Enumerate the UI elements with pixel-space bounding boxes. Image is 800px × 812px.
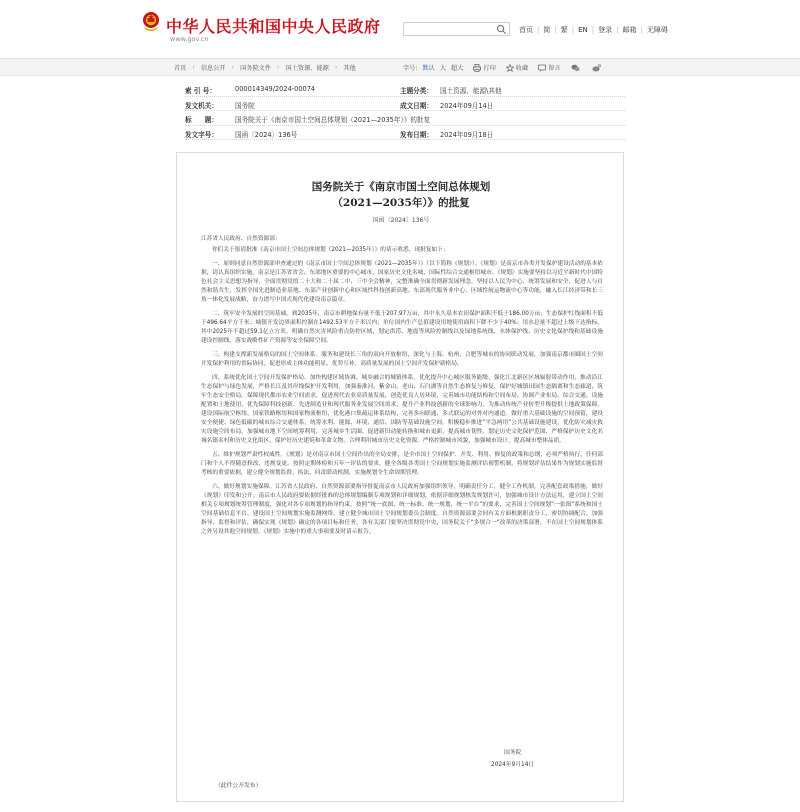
star-icon [506, 64, 514, 72]
document-number: 国函〔2024〕136号 [372, 217, 430, 224]
wechat-icon [571, 64, 580, 72]
breadcrumb-other[interactable]: 其他 [343, 65, 356, 72]
index-no-value: 000014349/2024-00074 [235, 85, 316, 93]
salutation: 江苏省人民政府、自然资源部： [201, 236, 281, 242]
doc-number-label: 发文字号： [185, 130, 218, 139]
paragraph: 一、原则同意自然资源部审查通过的《南京市国土空间总体规划（2021—2035年）》（以下简称《规划》）。《规划》是南京市各类开发保护建设活动的基本依据，请认真组织实施。南京是江苏省省会、东部地区重要的中心城市，国家历史文化名城、国际性综合交通枢纽城市。《规划》实施要坚持以习近平新时代中国特色社会主义思想为指导，全面贯彻党的二十大和二十届二中、三中全会精神，完整准确全面贯彻新发展理念，坚持以人民为中心，统筹发展和安全，促进人与自然和谐共生，发挥全国先进制造业基地、东部产业创新中心和区域性科技创新高地、东部现代服务业中心、区域性航运物流中心等功能，融入长江经济带和长三角一体化发展战略，奋力谱写中国式现代化建设南京篇章。 [201, 260, 603, 304]
sign-date: 2024年9月14日 [491, 762, 535, 768]
wechat-share-button[interactable] [571, 64, 582, 72]
paragraph: 六、做好规划实施保障。江苏省人民政府、自然资源部要指导督促南京市人民政府加强组织领导，明确责任分工，健全工作机制，完善配套政策措施，做好《规划》印发和公开。南京市人民政府要依据经批准的总体规划编制专项规划和详细规划，依据详细规划核发规划许可，加强城市设计方法运用，建立国土空间相关专项规划统筹管理制度，强化对各专项规划的指导约束，按照“统一底图、统一标准、统一规划、统一平台”的要求，完善国土空间规划“一张图”系统和国土空间基础信息平台，建设国土空间规划实施监测网络，建立健全城市国土空间规划委员会制度。自然资源部要会同有关方面根据职责分工，密切协调配合，加强指导、监督和评估，确保实现《规划》确定的各项目标和任务，各有关部门要坚决贯彻党中央、国务院关于“多规合一”改革的决策部署，不在国土空间规划体系之外另设其他空间规划。《规划》实施中的重大事项要及时请示报告。 [201, 483, 603, 536]
topic-value: 国土资源、能源\其他 [440, 87, 502, 95]
breadcrumb-land-energy[interactable]: 国土资源、能源 [285, 65, 329, 72]
font-size-default[interactable]: 默认 [422, 65, 435, 72]
search-icon[interactable] [496, 24, 507, 35]
paragraph: 三、构建支撑新发展格局的国土空间体系。服务和建设长三角的双向开放枢纽，深化与上海、杭州、合肥等城市的协同联动发展，加强南京都市圈国土空间开发保护利用的省际协同，促进形成主体功能明显、优势互补、高质量发展的国土空间开发保护新格局。 [201, 351, 603, 367]
site-url: www.gov.cn [170, 35, 209, 43]
nav-divider: | [537, 26, 540, 34]
breadcrumb-info-disclosure[interactable]: 信息公开 [200, 65, 226, 72]
nav-english[interactable]: EN [578, 26, 588, 34]
paragraph: 四、系统优化国土空间开发保护格局。加快构建区域协调、城乡融合的城镇体系，优化提升中心城区服务能级，强化江北新区区域辐射带动作用，推动沿江生态保护与绿色发展，严格长江及其岸线保护开发利用，加强秦淮河、紫金山、老山、石臼湖等自然生态修复与修复，保护好城镇田园生态隔离和生态廊道，筑牢生态安全格局。保障现代都市农业空间需求，促进现代农业高质量发展，创造优良人居环境，完善城市功能结构和空间布局，协调产业布局、综合交通、设施配置和土地使用，优先保障科技创新、先进制造业和现代服务业发展空间需求，提升产业科技创新的全球影响力，为推动传统产业转型升级提供土地政策保障，建设国际航空枢纽、国家铁路枢纽和国家物流枢纽，优化港口集疏运体系结构，完善多向联通、多式联运的对外对内通道。做好重大基础设施的空间预留，建设安全便捷、绿色低碳的城市综合交通体系，统筹水利、能源、环境、通信、国防等基础设施空间，积极稳步推进“平急两用”公共基础设施建设，优化防灾减灾救灾设施空间布局，加强城市地下空间统筹利用，完善城乡生活圈。促进新旧动能转换和城市更新，提高城市韧性。划定历史文化保护范围，严格保护历史文化名城名镇名村和历史文化街区，保护好历史建筑和革命文物，合理利用城市历史文化资源，严格控制城市风貌，加强城市设计，提高城市整体品质。 [201, 374, 603, 445]
nav-divider: | [591, 26, 595, 34]
nav-divider: | [571, 26, 575, 34]
meta-row [185, 82, 625, 97]
meta-row [185, 97, 625, 112]
print-icon [473, 64, 481, 72]
meta-row [185, 126, 625, 141]
document-title-line-1: 国务院关于《南京市国土空间总体规划 [311, 181, 491, 193]
doc-title-label: 标 题： [185, 116, 218, 124]
nav-login[interactable]: 登录 [598, 26, 613, 34]
nav-accessibility[interactable]: 无障碍 [646, 26, 668, 34]
site-header [0, 0, 800, 50]
nav-divider: | [616, 26, 619, 34]
search-input[interactable] [403, 22, 510, 36]
top-nav [519, 25, 668, 35]
publish-date-label: 发布日期： [400, 130, 433, 139]
print-button[interactable] [473, 63, 495, 72]
meta-row [185, 111, 625, 126]
favorite-button[interactable] [506, 63, 528, 72]
page-tools [403, 63, 603, 72]
message-label: 留言 [548, 65, 561, 72]
font-size-xlarge[interactable]: 超大 [451, 65, 464, 72]
print-label: 打印 [483, 65, 496, 72]
doc-title-value: 国务院关于《南京市国土空间总体规划（2021—2035年）》的批复 [235, 116, 431, 124]
breadcrumb-bar [0, 58, 800, 76]
site-title[interactable]: 中华人民共和国中央人民政府 [166, 17, 381, 36]
paragraph: 你们关于报请批准《南京市国土空间总体规划（2021—2035年）》的请示收悉。现批复如下： [212, 247, 449, 254]
nav-divider: | [554, 26, 557, 34]
breadcrumb-home[interactable]: 首页 [174, 65, 187, 72]
breadcrumb-state-council-docs[interactable]: 国务院文件 [240, 65, 272, 72]
message-button[interactable] [538, 63, 560, 72]
issuer-value: 国务院 [235, 101, 255, 110]
paragraph: 二、筑牢安全发展的空间基础。到2035年，南京市耕地保有量不低于207.97万亩，其中永久基本农田保护面积不低于186.00万亩；生态保护红线面积不低于496.64平方千米；城镇开发边界面积控制在1492.53平方千米以内；单位国内生产总值建设用地使用面积下降不少于40%；用水总量不超过上级下达指标，其中2025年不超过59.1亿立方米。明确自然灾害风险重点防控区域，划定洪涝、地震等风险控制线以及绿地系统线、水体保护线、历史文化保护线和基础设施建设控制线，落实战略性矿产资源等安全保障空间。 [201, 310, 603, 345]
date-written-value: 2024年09月14日 [440, 101, 494, 110]
topic-label: 主题分类： [400, 87, 433, 95]
publish-date-value: 2024年09月18日 [440, 130, 494, 139]
paragraph: 五、维护规划严肃性权威性。《规划》是对南京市国土空间作出的全局安排，是全市国土空间保护、开发、利用、修复的政策和总纲，必须严格执行，任何部门和个人不得随意修改、违规变更。按照定期体检和五年一评估的要求，健全各级各类国土空间规划实施监测评估预警机制，将规划评估结果作为规划实施监督考核的重要依据，建立健全规划监督、执法、问责联动机制，实施规划全生命周期管理。 [201, 451, 603, 477]
doc-number-value: 国函〔2024〕136号 [235, 130, 298, 139]
nav-traditional[interactable]: 繁 [560, 26, 568, 34]
national-emblem-icon[interactable] [141, 11, 161, 33]
nav-simplified[interactable]: 简 [543, 26, 551, 34]
message-icon [538, 64, 546, 72]
chevron-right-icon: › [192, 64, 195, 71]
font-size-large[interactable]: 大 [439, 65, 447, 72]
breadcrumb [174, 63, 356, 72]
nav-mail[interactable]: 邮箱 [622, 26, 637, 34]
weibo-icon [592, 64, 601, 72]
favorite-label: 收藏 [515, 65, 529, 72]
font-size-label: 字号: [403, 65, 418, 72]
nav-home[interactable]: 首页 [519, 26, 533, 34]
index-no-label: 索 引 号： [185, 87, 216, 95]
chevron-right-icon: › [334, 64, 338, 71]
publish-note: （此件公开发布） [215, 783, 262, 789]
document-text [201, 235, 603, 542]
chevron-right-icon: › [277, 64, 280, 71]
document-body [176, 152, 624, 802]
weibo-share-button[interactable] [592, 64, 603, 72]
chevron-right-icon: › [231, 64, 235, 71]
signer: 国务院 [504, 750, 522, 756]
issuer-label: 发文机关： [185, 101, 218, 110]
nav-divider: | [640, 26, 643, 34]
document-metadata [185, 82, 625, 140]
date-written-label: 成文日期： [400, 101, 433, 110]
document-title-line-2: （2021—2035年）》的批复 [332, 197, 470, 209]
